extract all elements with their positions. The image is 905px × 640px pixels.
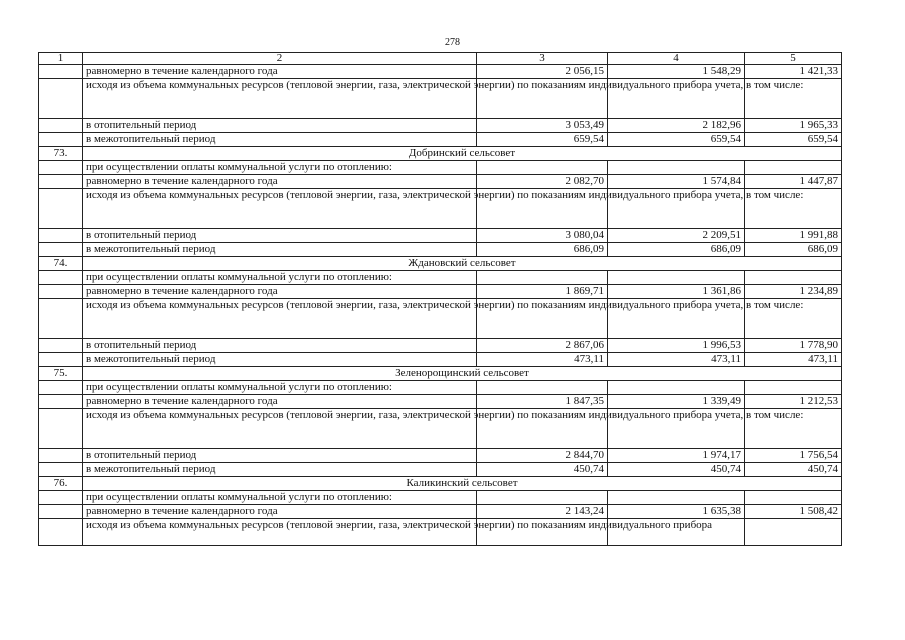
section-title: Ждановский сельсовет [83, 257, 842, 271]
table-row [39, 339, 842, 353]
table-row [39, 285, 842, 299]
value-cell [608, 491, 745, 505]
value-cell: 2 209,51 [608, 229, 745, 243]
table-row [39, 353, 842, 367]
section-row [39, 367, 842, 381]
index-cell [39, 271, 83, 285]
value-cell [608, 161, 745, 175]
row-label: в межотопительный период [83, 353, 477, 367]
value-cell: 1 756,54 [745, 449, 842, 463]
section-number: 75. [39, 367, 83, 381]
value-cell: 1 974,17 [608, 449, 745, 463]
row-label: в межотопительный период [83, 463, 477, 477]
value-cell: 473,11 [608, 353, 745, 367]
row-label: исходя из объема коммунальных ресурсов (тепловой энергии, газа, электрической энергии) по показаниям индивидуального прибора [83, 519, 477, 546]
value-cell [745, 271, 842, 285]
value-cell: 2 182,96 [608, 119, 745, 133]
row-label: равномерно в течение календарного года [83, 175, 477, 189]
column-number: 2 [83, 53, 477, 65]
row-label: в межотопительный период [83, 133, 477, 147]
page-number: 278 [445, 37, 460, 48]
section-row [39, 147, 842, 161]
row-label: исходя из объема коммунальных ресурсов (тепловой энергии, газа, электрической энергии) по показаниям индивидуального прибора учета, в том числе: [83, 79, 477, 119]
section-number: 73. [39, 147, 83, 161]
value-cell: 1 869,71 [477, 285, 608, 299]
value-cell: 2 867,06 [477, 339, 608, 353]
value-cell: 1 574,84 [608, 175, 745, 189]
value-cell: 450,74 [745, 463, 842, 477]
value-cell: 1 212,53 [745, 395, 842, 409]
table-row [39, 79, 842, 119]
value-cell: 1 421,33 [745, 65, 842, 79]
index-cell [39, 229, 83, 243]
index-cell [39, 65, 83, 79]
table-row [39, 243, 842, 257]
column-number: 4 [608, 53, 745, 65]
index-cell [39, 175, 83, 189]
index-cell [39, 119, 83, 133]
value-cell [745, 381, 842, 395]
index-cell [39, 395, 83, 409]
index-cell [39, 189, 83, 229]
index-cell [39, 243, 83, 257]
value-cell [477, 161, 608, 175]
value-cell [608, 271, 745, 285]
value-cell: 1 361,86 [608, 285, 745, 299]
index-cell [39, 133, 83, 147]
value-cell [477, 271, 608, 285]
value-cell [477, 381, 608, 395]
table-row [39, 463, 842, 477]
index-cell [39, 353, 83, 367]
column-number-row [39, 53, 842, 65]
row-label: равномерно в течение календарного года [83, 395, 477, 409]
value-cell: 2 082,70 [477, 175, 608, 189]
column-number: 3 [477, 53, 608, 65]
index-cell [39, 381, 83, 395]
table-row [39, 491, 842, 505]
table-row [39, 505, 842, 519]
row-label: равномерно в течение календарного года [83, 285, 477, 299]
section-row [39, 257, 842, 271]
value-cell [745, 491, 842, 505]
table-row [39, 161, 842, 175]
section-number: 76. [39, 477, 83, 491]
table-row [39, 299, 842, 339]
value-cell [745, 519, 842, 546]
table-row [39, 189, 842, 229]
value-cell: 1 847,35 [477, 395, 608, 409]
row-label: в отопительный период [83, 449, 477, 463]
row-label: в отопительный период [83, 119, 477, 133]
column-number: 1 [39, 53, 83, 65]
value-cell [477, 491, 608, 505]
section-number: 74. [39, 257, 83, 271]
row-label: при осуществлении оплаты коммунальной услуги по отоплению: [83, 161, 477, 175]
table-row [39, 229, 842, 243]
value-cell: 473,11 [745, 353, 842, 367]
row-label: при осуществлении оплаты коммунальной услуги по отоплению: [83, 271, 477, 285]
index-cell [39, 409, 83, 449]
value-cell: 659,54 [745, 133, 842, 147]
value-cell: 659,54 [477, 133, 608, 147]
row-label: исходя из объема коммунальных ресурсов (тепловой энергии, газа, электрической энергии) по показаниям индивидуального прибора учета, в том числе: [83, 409, 477, 449]
value-cell: 2 844,70 [477, 449, 608, 463]
column-number: 5 [745, 53, 842, 65]
table-row [39, 119, 842, 133]
index-cell [39, 285, 83, 299]
table-row [39, 449, 842, 463]
section-title: Каликинский сельсовет [83, 477, 842, 491]
value-cell: 1 778,90 [745, 339, 842, 353]
value-cell: 2 056,15 [477, 65, 608, 79]
section-row [39, 477, 842, 491]
index-cell [39, 505, 83, 519]
value-cell: 1 635,38 [608, 505, 745, 519]
table-row [39, 271, 842, 285]
value-cell: 1 996,53 [608, 339, 745, 353]
value-cell: 3 053,49 [477, 119, 608, 133]
table-row [39, 519, 842, 546]
table-row [39, 175, 842, 189]
index-cell [39, 519, 83, 546]
value-cell: 2 143,24 [477, 505, 608, 519]
value-cell [608, 381, 745, 395]
value-cell: 450,74 [608, 463, 745, 477]
section-title: Добринский сельсовет [83, 147, 842, 161]
value-cell: 1 965,33 [745, 119, 842, 133]
value-cell: 450,74 [477, 463, 608, 477]
table-row [39, 409, 842, 449]
table-row [39, 381, 842, 395]
row-label: в отопительный период [83, 229, 477, 243]
row-label: равномерно в течение календарного года [83, 65, 477, 79]
section-title: Зеленорощинский сельсовет [83, 367, 842, 381]
table-row [39, 65, 842, 79]
index-cell [39, 161, 83, 175]
value-cell: 686,09 [745, 243, 842, 257]
value-cell: 3 080,04 [477, 229, 608, 243]
value-cell: 659,54 [608, 133, 745, 147]
value-cell: 686,09 [608, 243, 745, 257]
table-row [39, 133, 842, 147]
row-label: при осуществлении оплаты коммунальной услуги по отоплению: [83, 491, 477, 505]
row-label: исходя из объема коммунальных ресурсов (тепловой энергии, газа, электрической энергии) по показаниям индивидуального прибора учета, в том числе: [83, 189, 477, 229]
row-label: в отопительный период [83, 339, 477, 353]
index-cell [39, 339, 83, 353]
value-cell [745, 161, 842, 175]
value-cell: 1 991,88 [745, 229, 842, 243]
row-label: в межотопительный период [83, 243, 477, 257]
value-cell: 1 508,42 [745, 505, 842, 519]
table-row [39, 395, 842, 409]
index-cell [39, 449, 83, 463]
index-cell [39, 463, 83, 477]
row-label: исходя из объема коммунальных ресурсов (тепловой энергии, газа, электрической энергии) по показаниям индивидуального прибора учета, в том числе: [83, 299, 477, 339]
value-cell: 1 447,87 [745, 175, 842, 189]
value-cell: 473,11 [477, 353, 608, 367]
value-cell: 1 548,29 [608, 65, 745, 79]
row-label: при осуществлении оплаты коммунальной услуги по отоплению: [83, 381, 477, 395]
row-label: равномерно в течение календарного года [83, 505, 477, 519]
index-cell [39, 79, 83, 119]
tariff-table [38, 52, 842, 546]
table-body [39, 53, 842, 546]
value-cell: 1 234,89 [745, 285, 842, 299]
index-cell [39, 299, 83, 339]
value-cell: 686,09 [477, 243, 608, 257]
index-cell [39, 491, 83, 505]
value-cell: 1 339,49 [608, 395, 745, 409]
